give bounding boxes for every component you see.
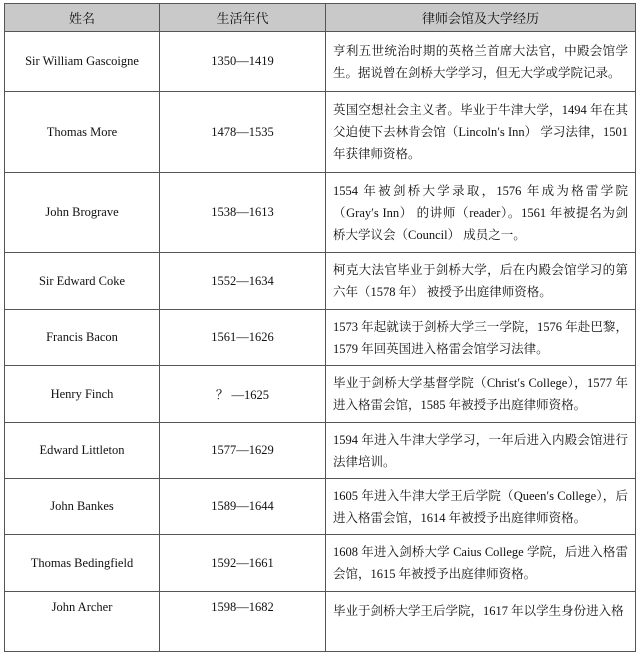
years-cell: 1598—1682 — [160, 592, 326, 652]
years-cell: 1577—1629 — [160, 423, 326, 479]
history-cell: 毕业于剑桥大学王后学院，1617 年以学生身份进入格 — [326, 592, 636, 652]
table-row — [5, 173, 636, 253]
years-cell: 1478—1535 — [160, 92, 326, 173]
header-row — [5, 4, 636, 32]
header-history: 律师会馆及大学经历 — [326, 4, 636, 32]
history-cell: 亨利五世统治时期的英格兰首席大法官，中殿会馆学生。据说曾在剑桥大学学习，但无大学或学院记录。 — [326, 32, 636, 92]
name-cell: Francis Bacon — [5, 310, 160, 366]
name-cell: Edward Littleton — [5, 423, 160, 479]
years-cell: 1589—1644 — [160, 479, 326, 535]
name-cell: John Archer — [5, 592, 160, 652]
name-cell: Thomas More — [5, 92, 160, 173]
years-cell: 1538—1613 — [160, 173, 326, 253]
years-cell: 1561—1626 — [160, 310, 326, 366]
table-row — [5, 92, 636, 173]
years-cell: 1592—1661 — [160, 535, 326, 592]
name-cell: Sir Edward Coke — [5, 253, 160, 310]
lawyers-table — [4, 3, 636, 652]
years-cell: 1350—1419 — [160, 32, 326, 92]
name-cell: John Brograve — [5, 173, 160, 253]
table-row — [5, 366, 636, 423]
years-cell: ？ —1625 — [160, 366, 326, 423]
table-row — [5, 310, 636, 366]
history-cell: 英国空想社会主义者。毕业于牛津大学，1494 年在其父迫使下去林肯会馆（Lincoln′s Inn） 学习法律，1501 年获律师资格。 — [326, 92, 636, 173]
history-cell: 柯克大法官毕业于剑桥大学，后在内殿会馆学习的第六年（1578 年） 被授予出庭律师资格。 — [326, 253, 636, 310]
table-row — [5, 592, 636, 652]
name-cell: Thomas Bedingfield — [5, 535, 160, 592]
header-name: 姓名 — [5, 4, 160, 32]
history-cell: 1594 年进入牛津大学学习，一年后进入内殿会馆进行法律培训。 — [326, 423, 636, 479]
name-cell: Sir William Gascoigne — [5, 32, 160, 92]
history-cell: 1605 年进入牛津大学王后学院（Queen′s College），后进入格雷会馆，1614 年被授予出庭律师资格。 — [326, 479, 636, 535]
table-row — [5, 253, 636, 310]
name-cell: John Bankes — [5, 479, 160, 535]
table-row — [5, 423, 636, 479]
history-cell: 1573 年起就读于剑桥大学三一学院，1576 年赴巴黎，1579 年回英国进入格雷会馆学习法律。 — [326, 310, 636, 366]
name-cell: Henry Finch — [5, 366, 160, 423]
table-row — [5, 32, 636, 92]
history-cell: 1608 年进入剑桥大学 Caius College 学院，后进入格雷会馆，1615 年被授予出庭律师资格。 — [326, 535, 636, 592]
table-row — [5, 479, 636, 535]
header-years: 生活年代 — [160, 4, 326, 32]
history-cell: 1554 年被剑桥大学录取，1576 年成为格雷学院（Gray′s Inn） 的讲师（reader）。1561 年被提名为剑桥大学议会（Council） 成员之一。 — [326, 173, 636, 253]
years-cell: 1552—1634 — [160, 253, 326, 310]
history-cell: 毕业于剑桥大学基督学院（Christ′s College），1577 年进入格雷会馆，1585 年被授予出庭律师资格。 — [326, 366, 636, 423]
table-row — [5, 535, 636, 592]
